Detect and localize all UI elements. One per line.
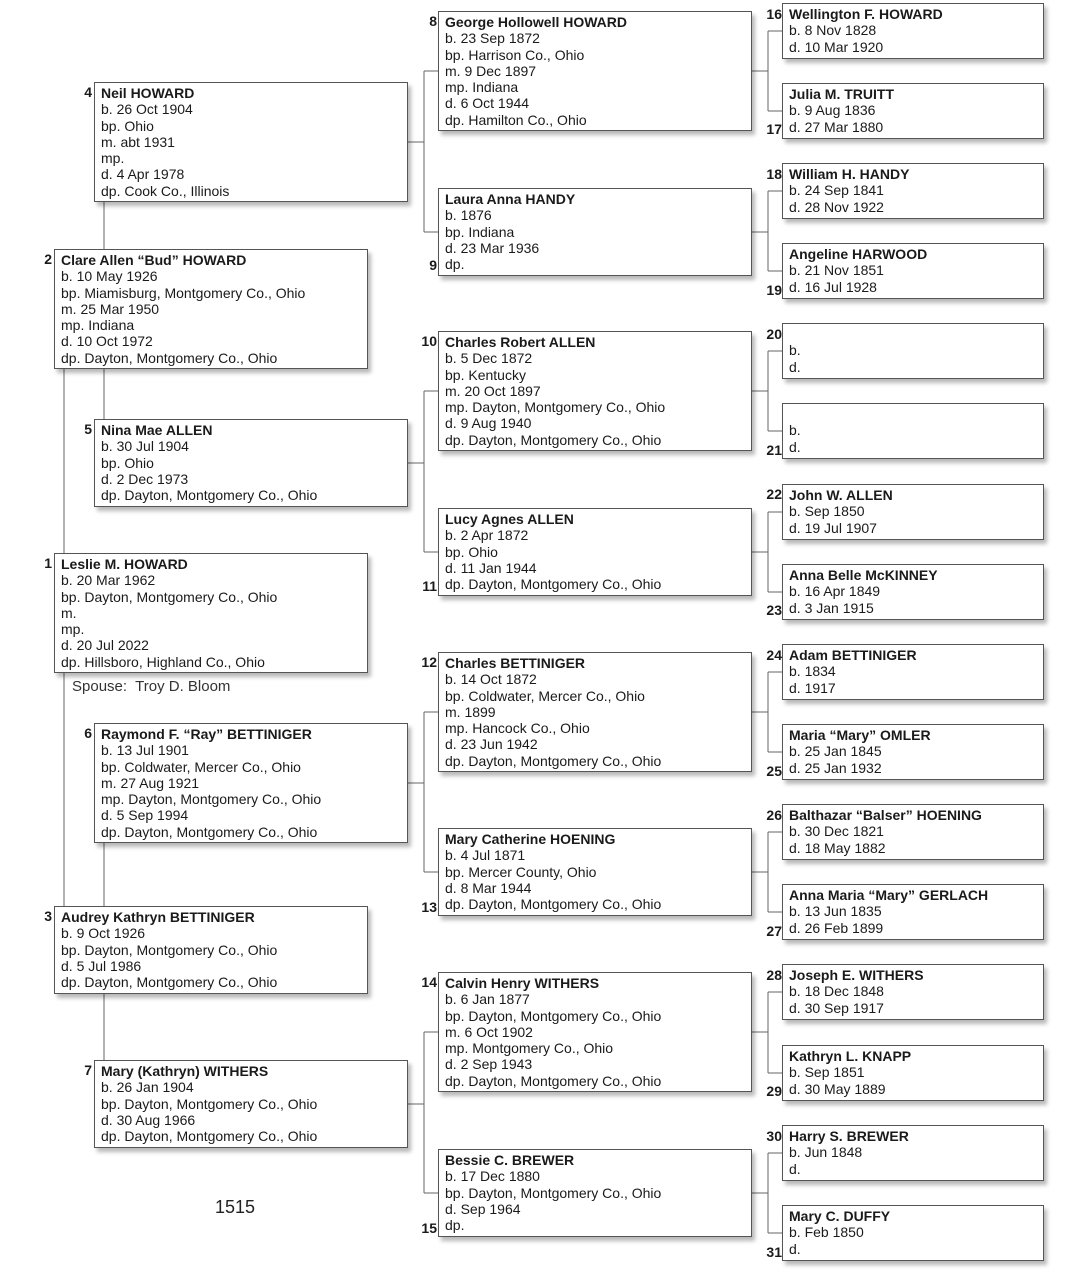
marriage-date: m. abt 1931 (101, 133, 175, 150)
person-box-20[interactable] (782, 323, 1044, 379)
birth-date: b. 13 Jul 1901 (101, 742, 189, 759)
person-name: Raymond F. “Ray” BETTINIGER (101, 726, 312, 742)
person-number: 27 (766, 923, 782, 939)
person-number: 8 (429, 13, 437, 29)
death-date: d. Sep 1964 (445, 1200, 521, 1217)
death-date: d. 16 Jul 1928 (789, 278, 877, 295)
marriage-date: m. (61, 604, 77, 621)
person-number: 14 (421, 974, 437, 990)
person-name: Laura Anna HANDY (445, 191, 576, 207)
person-name: Joseph E. WITHERS (789, 967, 924, 983)
death-place: dp. Dayton, Montgomery Co., Ohio (101, 487, 318, 504)
person-number: 15 (421, 1220, 437, 1236)
birth-date: b. 16 Apr 1849 (789, 583, 881, 600)
person-number: 26 (766, 807, 782, 823)
person-name: John W. ALLEN (789, 487, 893, 503)
person-name: Charles Robert ALLEN (445, 334, 596, 350)
person-name: Charles BETTINIGER (445, 655, 586, 671)
birth-place: bp. Ohio (445, 543, 498, 560)
death-date: d. 28 Nov 1922 (789, 198, 884, 215)
death-date: d. 30 May 1889 (789, 1080, 886, 1097)
person-name: Julia M. TRUITT (789, 86, 894, 102)
person-name: Kathryn L. KNAPP (789, 1048, 912, 1064)
person-box-24[interactable] (782, 644, 1044, 700)
birth-date: b. 18 Dec 1848 (789, 983, 884, 1000)
birth-place: bp. Ohio (101, 117, 154, 134)
birth-place: bp. Coldwater, Mercer Co., Ohio (101, 758, 301, 775)
person-number: 18 (766, 166, 782, 182)
birth-date: b. 14 Oct 1872 (445, 671, 537, 688)
person-box-25[interactable] (782, 724, 1044, 780)
death-place: dp. Dayton, Montgomery Co., Ohio (101, 823, 318, 840)
birth-date: b. 23 Sep 1872 (445, 30, 540, 47)
birth-date: b. 26 Jan 1904 (101, 1079, 194, 1096)
death-date: d. 23 Jun 1942 (445, 736, 538, 753)
death-place: dp. Hamilton Co., Ohio (445, 111, 587, 128)
birth-date: b. 9 Oct 1926 (61, 925, 146, 942)
person-name: Balthazar “Balser” HOENING (789, 807, 982, 823)
death-date: d. 30 Aug 1966 (101, 1111, 196, 1128)
marriage-date: m. 27 Aug 1921 (101, 774, 200, 791)
death-place: dp. Dayton, Montgomery Co., Ohio (445, 1072, 662, 1089)
person-name: Anna Maria “Mary” GERLACH (789, 887, 989, 903)
birth-place: bp. Dayton, Montgomery Co., Ohio (61, 588, 278, 605)
person-name: Mary C. DUFFY (789, 1208, 891, 1224)
birth-place: bp. Dayton, Montgomery Co., Ohio (445, 1184, 662, 1201)
person-box-16[interactable] (782, 3, 1044, 59)
birth-place: bp. Coldwater, Mercer Co., Ohio (445, 687, 645, 704)
person-box-12[interactable] (438, 652, 752, 772)
death-place: dp. (445, 256, 465, 273)
person-name: Calvin Henry WITHERS (445, 975, 600, 991)
person-box-18[interactable] (782, 163, 1044, 219)
person-name: Lucy Agnes ALLEN (445, 511, 574, 527)
person-number: 12 (421, 654, 437, 670)
death-place: dp. Dayton, Montgomery Co., Ohio (61, 349, 278, 366)
birth-date: b. 1834 (789, 663, 836, 680)
death-place: dp. Dayton, Montgomery Co., Ohio (445, 752, 662, 769)
death-date: d. 30 Sep 1917 (789, 999, 884, 1016)
person-number: 17 (766, 121, 782, 137)
person-box-6[interactable] (94, 723, 408, 843)
person-number: 19 (766, 282, 782, 298)
death-date: d. 2 Sep 1943 (445, 1056, 533, 1073)
birth-date: b. Sep 1850 (789, 503, 865, 520)
birth-date: b. 10 May 1926 (61, 268, 158, 285)
person-number: 4 (84, 84, 92, 100)
marriage-place: mp. Hancock Co., Ohio (445, 720, 590, 737)
death-date: d. 11 Jan 1944 (445, 559, 537, 576)
person-name: Nina Mae ALLEN (101, 422, 213, 438)
person-number: 13 (421, 899, 437, 915)
death-date: d. 18 May 1882 (789, 839, 886, 856)
person-box-31[interactable] (782, 1205, 1044, 1261)
birth-date: b. (789, 422, 801, 439)
person-box-11[interactable] (438, 508, 752, 596)
birth-date: b. Feb 1850 (789, 1224, 864, 1241)
person-box-13[interactable] (438, 828, 752, 916)
birth-date: b. 1876 (445, 207, 492, 224)
person-box-4[interactable] (94, 82, 408, 202)
person-box-28[interactable] (782, 964, 1044, 1020)
birth-date: b. 6 Jan 1877 (445, 991, 530, 1008)
person-name: Leslie M. HOWARD (61, 556, 188, 572)
death-date: d. 5 Jul 1986 (61, 957, 142, 974)
person-box-26[interactable] (782, 804, 1044, 860)
birth-date: b. 20 Mar 1962 (61, 572, 156, 589)
person-name: Audrey Kathryn BETTINIGER (61, 909, 255, 925)
birth-place: bp. Mercer County, Ohio (445, 863, 597, 880)
spouse-line (72, 678, 230, 695)
person-box-5[interactable] (94, 419, 408, 507)
death-place: dp. Dayton, Montgomery Co., Ohio (445, 896, 662, 913)
death-date: d. 3 Jan 1915 (789, 599, 874, 616)
death-date: d. 4 Apr 1978 (101, 166, 185, 183)
death-date: d. 6 Oct 1944 (445, 95, 530, 112)
birth-place: bp. Ohio (101, 454, 154, 471)
death-date: d. (789, 1160, 801, 1177)
birth-date: b. 17 Dec 1880 (445, 1168, 540, 1185)
birth-place: bp. Dayton, Montgomery Co., Ohio (101, 1095, 318, 1112)
person-box-1[interactable] (54, 553, 368, 673)
person-number: 20 (766, 326, 782, 342)
person-number: 16 (766, 6, 782, 22)
death-date: d. (789, 358, 801, 375)
marriage-date: m. 1899 (445, 703, 496, 720)
death-date: d. 9 Aug 1940 (445, 415, 532, 432)
person-name (789, 406, 1038, 422)
birth-date: b. 25 Jan 1845 (789, 743, 882, 760)
death-date: d. 27 Mar 1880 (789, 118, 884, 135)
spouse-label: Spouse: (72, 678, 128, 695)
death-date: d. 19 Jul 1907 (789, 519, 877, 536)
person-name: Maria “Mary” OMLER (789, 727, 931, 743)
death-date: d. 26 Feb 1899 (789, 919, 884, 936)
person-box-29[interactable] (782, 1045, 1044, 1101)
person-number: 10 (421, 333, 437, 349)
person-name: Angeline HARWOOD (789, 246, 928, 262)
marriage-place: mp. Indiana (61, 317, 135, 334)
person-box-9[interactable] (438, 188, 752, 276)
marriage-place: mp. Indiana (445, 79, 519, 96)
chart-number: 1515 (215, 1197, 256, 1217)
birth-place: bp. Miamisburg, Montgomery Co., Ohio (61, 284, 306, 301)
person-number: 21 (766, 442, 782, 458)
person-number: 23 (766, 602, 782, 618)
birth-date: b. 26 Oct 1904 (101, 101, 193, 118)
marriage-place: mp. Dayton, Montgomery Co., Ohio (101, 791, 322, 808)
person-box-23[interactable] (782, 564, 1044, 620)
birth-date: b. 8 Nov 1828 (789, 22, 877, 39)
person-box-15[interactable] (438, 1149, 752, 1237)
person-box-3[interactable] (54, 906, 368, 994)
birth-place: bp. Dayton, Montgomery Co., Ohio (445, 1007, 662, 1024)
person-number: 7 (84, 1062, 92, 1078)
person-box-22[interactable] (782, 484, 1044, 540)
death-date: d. (789, 1240, 801, 1257)
birth-date: b. 9 Aug 1836 (789, 102, 876, 119)
person-name: Wellington F. HOWARD (789, 6, 943, 22)
person-number: 31 (766, 1244, 782, 1260)
person-name: Anna Belle McKINNEY (789, 567, 938, 583)
person-number: 2 (44, 251, 52, 267)
person-name: William H. HANDY (789, 166, 910, 182)
person-number: 24 (766, 647, 782, 663)
birth-place: bp. Kentucky (445, 366, 526, 383)
birth-place: bp. Dayton, Montgomery Co., Ohio (61, 941, 278, 958)
person-box-21[interactable] (782, 403, 1044, 459)
marriage-place: mp. Dayton, Montgomery Co., Ohio (445, 399, 666, 416)
person-box-17[interactable] (782, 83, 1044, 139)
person-name: Mary (Kathryn) WITHERS (101, 1063, 269, 1079)
person-number: 6 (84, 725, 92, 741)
person-number: 11 (422, 578, 437, 594)
person-number: 22 (766, 486, 782, 502)
marriage-place: mp. Montgomery Co., Ohio (445, 1040, 614, 1057)
birth-date: b. Sep 1851 (789, 1064, 865, 1081)
person-number: 5 (84, 421, 92, 437)
birth-date: b. 30 Dec 1821 (789, 823, 884, 840)
person-number: 28 (766, 967, 782, 983)
person-box-7[interactable] (94, 1060, 408, 1148)
person-box-27[interactable] (782, 884, 1044, 940)
birth-date: b. (789, 342, 801, 359)
person-name: Mary Catherine HOENING (445, 831, 616, 847)
death-place: dp. Dayton, Montgomery Co., Ohio (101, 1128, 318, 1145)
person-name (789, 326, 1038, 342)
person-name: Harry S. BREWER (789, 1128, 909, 1144)
death-place: dp. Hillsboro, Highland Co., Ohio (61, 653, 265, 670)
birth-date: b. 4 Jul 1871 (445, 847, 526, 864)
death-date: d. 10 Mar 1920 (789, 38, 884, 55)
death-date: d. 23 Mar 1936 (445, 239, 540, 256)
spouse-name: Troy D. Bloom (135, 678, 231, 695)
marriage-date: m. 20 Oct 1897 (445, 382, 541, 399)
person-box-10[interactable] (438, 331, 752, 451)
birth-date: b. 30 Jul 1904 (101, 438, 189, 455)
birth-date: b. 5 Dec 1872 (445, 350, 533, 367)
marriage-place: mp. (61, 621, 85, 638)
person-number: 9 (429, 257, 437, 273)
person-box-2[interactable] (54, 249, 368, 369)
person-number: 29 (766, 1083, 782, 1099)
person-number: 30 (766, 1128, 782, 1144)
death-place: dp. Dayton, Montgomery Co., Ohio (445, 576, 662, 593)
death-date: d. 5 Sep 1994 (101, 807, 189, 824)
marriage-date: m. 6 Oct 1902 (445, 1023, 533, 1040)
birth-date: b. 24 Sep 1841 (789, 182, 884, 199)
person-name: George Hollowell HOWARD (445, 14, 628, 30)
death-date: d. (789, 438, 801, 455)
marriage-date: m. 25 Mar 1950 (61, 300, 160, 317)
marriage-date: m. 9 Dec 1897 (445, 62, 537, 79)
death-place: dp. Cook Co., Illinois (101, 182, 230, 199)
death-date: d. 8 Mar 1944 (445, 879, 532, 896)
death-date: d. 20 Jul 2022 (61, 637, 149, 654)
birth-date: b. Jun 1848 (789, 1144, 863, 1161)
person-number: 3 (44, 908, 52, 924)
birth-date: b. 2 Apr 1872 (445, 527, 529, 544)
person-name: Adam BETTINIGER (789, 647, 917, 663)
death-date: d. 1917 (789, 679, 836, 696)
person-number: 1 (44, 555, 52, 571)
death-place: dp. (445, 1217, 465, 1234)
person-box-19[interactable] (782, 243, 1044, 299)
person-name: Bessie C. BREWER (445, 1152, 575, 1168)
person-box-30[interactable] (782, 1125, 1044, 1181)
birth-date: b. 21 Nov 1851 (789, 262, 884, 279)
birth-date: b. 13 Jun 1835 (789, 903, 882, 920)
marriage-place: mp. (101, 150, 125, 167)
person-box-8[interactable] (438, 11, 752, 131)
death-place: dp. Dayton, Montgomery Co., Ohio (61, 974, 278, 991)
death-date: d. 2 Dec 1973 (101, 470, 189, 487)
person-box-14[interactable] (438, 972, 752, 1092)
death-place: dp. Dayton, Montgomery Co., Ohio (445, 431, 662, 448)
birth-place: bp. Indiana (445, 223, 515, 240)
birth-place: bp. Harrison Co., Ohio (445, 46, 585, 63)
death-date: d. 25 Jan 1932 (789, 759, 882, 776)
person-name: Neil HOWARD (101, 85, 195, 101)
death-date: d. 10 Oct 1972 (61, 333, 153, 350)
person-number: 25 (766, 763, 782, 779)
person-name: Clare Allen “Bud” HOWARD (61, 252, 247, 268)
